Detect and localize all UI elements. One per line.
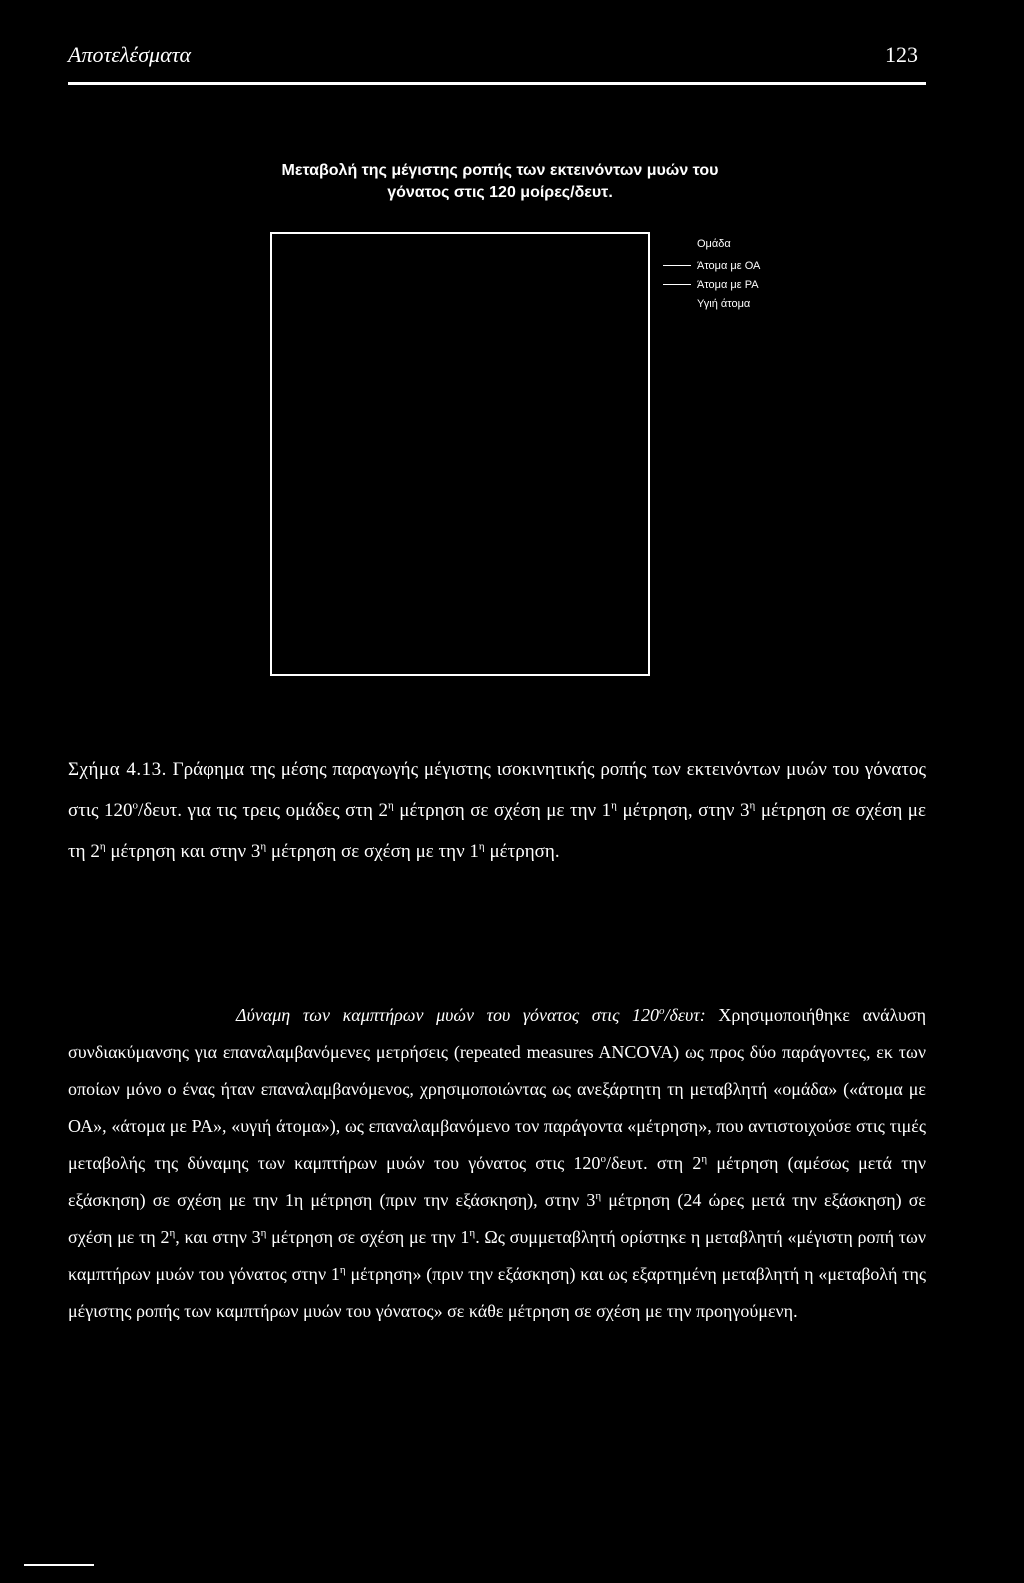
paragraph-text: /δευτ. στη 2 bbox=[605, 1153, 702, 1173]
caption-text: μέτρηση σε σχέση με την 1 bbox=[393, 800, 612, 821]
footnote-rule bbox=[24, 1564, 94, 1566]
ordinal-sup: η bbox=[701, 1153, 708, 1165]
figure-caption bbox=[68, 749, 926, 872]
ordinal-sup: η bbox=[169, 1227, 176, 1239]
chart-title bbox=[100, 160, 900, 204]
page-number: 123 bbox=[885, 42, 918, 67]
legend-item-ra bbox=[663, 275, 803, 294]
caption-text: /δευτ. για τις τρεις ομάδες στη 2 bbox=[138, 800, 389, 821]
degree-sup: ο bbox=[600, 1153, 606, 1165]
caption-text: Γράφημα της μέσης παραγωγής μέγιστης ισοκινητικής ροπής των εκτεινόντων μυών του γόνατος στις 120 bbox=[68, 759, 926, 821]
ordinal-sup: η bbox=[595, 1190, 602, 1202]
ordinal-sup: η bbox=[478, 840, 485, 853]
ordinal-sup: η bbox=[260, 840, 267, 853]
ordinal-sup: η bbox=[749, 799, 756, 812]
ordinal-sup: η bbox=[260, 1227, 267, 1239]
paragraph-text: . Ως συμμεταβλητή ορίστηκε η μεταβλητή «μέγιστη ροπή των καμπτήρων μυών του γόνατος στην 1 bbox=[68, 1227, 926, 1284]
paragraph-text: μέτρηση» (πριν την εξάσκηση) και ως εξαρτημένη μεταβλητή η «μεταβολή της μέγιστης ροπής των καμπτήρων μυών του γόνατος» σε κάθε μέτρηση σε σχέση με την προηγούμενη. bbox=[68, 1264, 927, 1321]
caption-text: μέτρηση σε σχέση με την 1 bbox=[266, 841, 479, 862]
body-paragraph bbox=[68, 997, 926, 1330]
paragraph-text: μέτρηση (αμέσως μετά την εξάσκηση) σε σχέση με την 1η μέτρηση (πριν την εξάσκηση), στην 3 bbox=[68, 1153, 926, 1210]
chart-title-line-1: Μεταβολή της μέγιστης ροπής των εκτεινόντων μυών του bbox=[281, 162, 719, 179]
chart-plot-area bbox=[270, 232, 650, 676]
caption-text: μέτρηση και στην 3 bbox=[105, 841, 261, 862]
caption-text: μέτρηση σε σχέση με τη 2 bbox=[68, 800, 926, 862]
legend-line-oa bbox=[663, 265, 691, 266]
paragraph-text: μέτρηση σε σχέση με την 1 bbox=[266, 1227, 470, 1247]
paragraph-lead: Δύναμη των καμπτήρων μυών του γόνατος στις $120^o$/δευτ: bbox=[236, 1005, 706, 1025]
paragraph-text: μέτρηση (24 ώρες μετά την εξάσκηση) σε σχέση με τη 2 bbox=[68, 1190, 926, 1247]
paragraph-text: Χρησιμοποιήθηκε ανάλυση συνδιακύμανσης για επαναλαμβανόμενες μετρήσεις (repeated measures ANCOVA) ως προς δύο παράγοντες, εκ των οποίων μόνο ο ένας ήταν επαναλαμβανόμενος, χρησιμοποιώντας ως ανεξάρτητη τη μεταβλητή «ομάδα» («άτομα με ΟΑ», «άτομα με ΡΑ», «υγιή άτομα»), ως επαναλαμβανόμενο τον παράγοντα «μέτρηση», που αντιστοιχούσε στις τιμές μεταβολής της δύναμης των καμπτήρων μυών του γόνατος στις 120 bbox=[68, 1005, 926, 1173]
ordinal-sup: η bbox=[99, 840, 106, 853]
legend-item-oa bbox=[663, 256, 803, 275]
legend-title: Ομάδα bbox=[697, 238, 731, 250]
legend-label-healthy: Υγιή άτομα bbox=[697, 297, 751, 310]
legend-label-ra: Άτομα με ΡΑ bbox=[697, 278, 759, 291]
chart-title-line-2: γόνατος στις 120 μοίρες/δευτ. bbox=[387, 184, 613, 201]
ordinal-sup: η bbox=[469, 1227, 476, 1239]
chart-legend bbox=[663, 238, 803, 313]
caption-text: μέτρηση, στην 3 bbox=[616, 800, 750, 821]
running-header-title: Αποτελέσματα bbox=[68, 42, 192, 67]
legend-item-healthy bbox=[663, 294, 803, 313]
legend-line-ra bbox=[663, 284, 691, 285]
ordinal-sup: η bbox=[611, 799, 617, 812]
degree-sup: ο bbox=[132, 799, 139, 812]
ordinal-sup: η bbox=[388, 799, 394, 812]
legend-label-oa: Άτομα με ΟΑ bbox=[697, 259, 761, 272]
paragraph-text: , και στην 3 bbox=[175, 1227, 261, 1247]
figure-label: Σχήμα 4.13. bbox=[68, 759, 167, 780]
header-rule bbox=[68, 82, 926, 85]
ordinal-sup: η bbox=[339, 1264, 346, 1276]
caption-text: μέτρηση. bbox=[484, 841, 560, 862]
